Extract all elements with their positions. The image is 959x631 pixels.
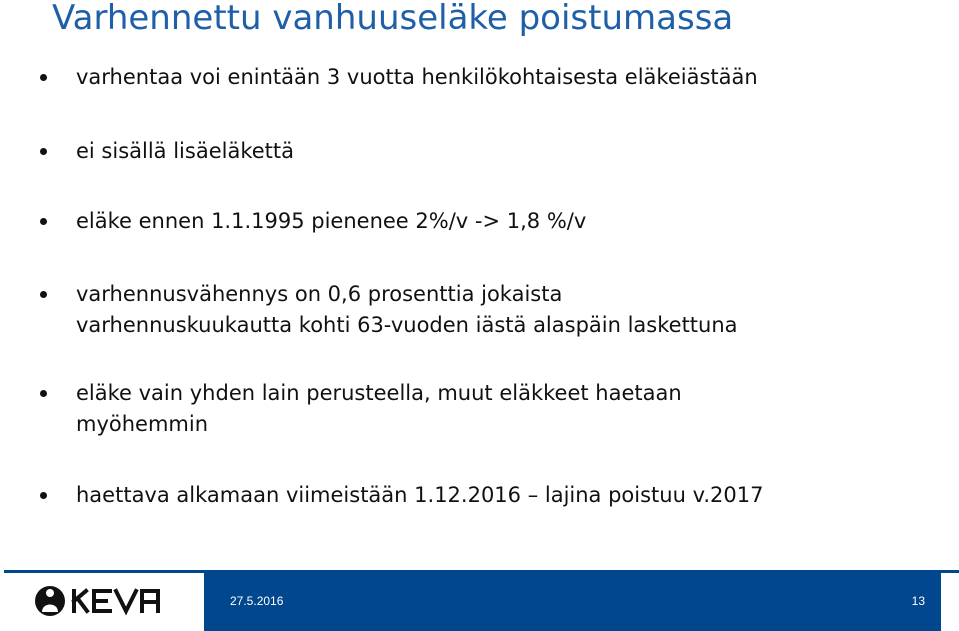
slide-footer [4,570,959,631]
bullet-item-2 [76,136,936,167]
bullet-dot-icon [40,291,47,298]
bullet-text: ei sisällä lisäeläkettä [76,139,294,163]
bullet-text: varhentaa voi enintään 3 vuotta henkilökohtaisesta eläkeiästään [76,65,758,89]
slide-title: Varhennettu vanhuuseläke poistumassa [52,0,734,38]
bullet-text: haettava alkamaan viimeistään 1.12.2016 – lajina poistuu v.2017 [76,483,764,507]
bullet-item-5 [76,378,936,440]
bullet-dot-icon [40,492,47,499]
footer-band [204,573,941,631]
bullet-dot-icon [40,148,47,155]
bullet-dot-icon [40,218,47,225]
bullet-item-4 [76,279,936,341]
bullet-text: varhennusvähennys on 0,6 prosenttia jokaista varhennuskuukautta kohti 63-vuoden iästä alaspäin laskettuna [76,282,738,337]
bullet-item-6 [76,480,936,511]
bullet-dot-icon [40,74,47,81]
bullet-dot-icon [40,390,47,397]
bullet-item-3 [76,206,936,237]
bullet-text: eläke ennen 1.1.1995 pienenee 2%/v -> 1,8 %/v [76,209,587,233]
bullet-item-1 [76,62,936,93]
bullet-text: eläke vain yhden lain perusteella, muut eläkkeet haetaan myöhemmin [76,381,682,436]
keva-logo-icon [34,583,172,619]
page-number: 13 [911,594,925,608]
footer-date: 27.5.2016 [230,594,284,608]
